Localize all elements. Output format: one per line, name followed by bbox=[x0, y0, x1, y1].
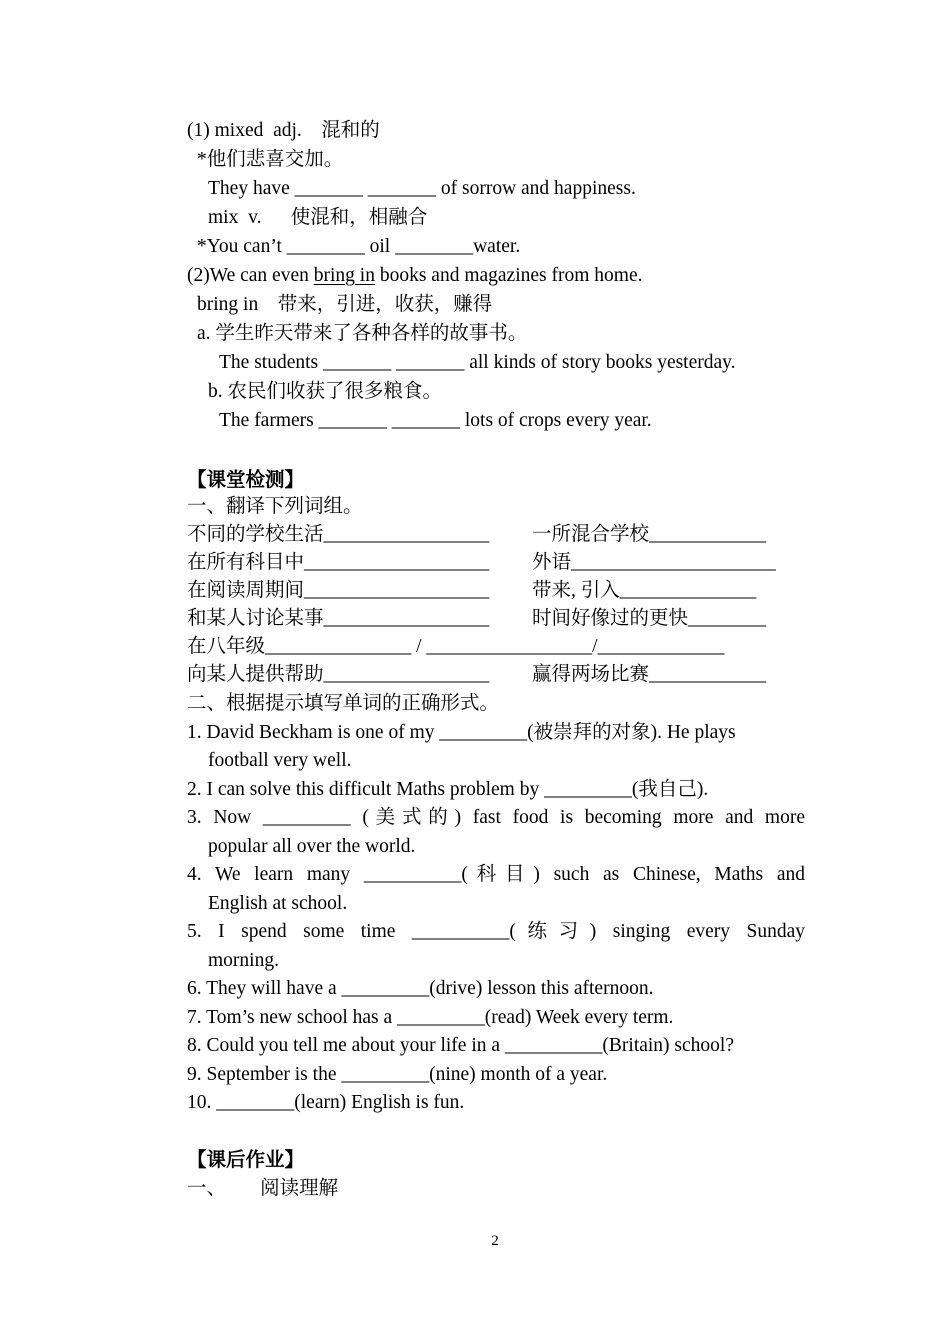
page-number: 2 bbox=[491, 1233, 499, 1249]
phrase-left-3: 在阅读周期间___________________ bbox=[187, 580, 490, 601]
vocab-line-mix: mix v. 使混和，相融合 bbox=[208, 207, 428, 228]
phrase-right-4: 时间好像过的更快________ bbox=[532, 608, 767, 629]
question-5: 5. I spend some time __________(练习) singing every Sunday bbox=[187, 921, 805, 942]
vocab-line-a-cn: a. 学生昨天带来了各种各样的故事书。 bbox=[197, 323, 528, 344]
phrase-left-6: 向某人提供帮助_________________ bbox=[187, 664, 490, 685]
phrase-right-1: 一所混合学校____________ bbox=[532, 524, 767, 545]
sentence-end: books and magazines from home. bbox=[374, 265, 643, 286]
vocab-line-bring-in-sentence bbox=[187, 263, 642, 289]
question-5-cont: morning. bbox=[208, 950, 279, 971]
vocab-line-example-en: They have _______ _______ of sorrow and happiness. bbox=[208, 178, 636, 199]
vocab-line-b-cn: b. 农民们收获了很多粮食。 bbox=[208, 381, 443, 402]
phrase-right-3: 带来, 引入______________ bbox=[532, 580, 757, 601]
question-3: 3. Now _________ (美式的) fast food is becoming more and more bbox=[187, 807, 805, 828]
vocab-line-a-en: The students _______ _______ all kinds of story books yesterday. bbox=[219, 352, 736, 373]
vocab-line-b-en: The farmers _______ _______ lots of crops every year. bbox=[219, 410, 652, 431]
question-10: 10. ________(learn) English is fun. bbox=[187, 1092, 465, 1113]
vocab-line-example-cn: *他们悲喜交加。 bbox=[197, 149, 344, 170]
phrase-right-2: 外语_____________________ bbox=[532, 552, 776, 573]
phrase-left-4: 和某人讨论某事_________________ bbox=[187, 608, 490, 629]
question-4: 4. We learn many __________(科目) such as Chinese, Maths and bbox=[187, 864, 805, 885]
section-heading-class-test: 【课堂检测】 bbox=[187, 470, 305, 491]
phrase-right-6: 赢得两场比赛____________ bbox=[532, 664, 767, 685]
question-7: 7. Tom’s new school has a _________(read) Week every term. bbox=[187, 1007, 674, 1028]
phrase-row-5: 在八年级_______________ / _________________/_____________ bbox=[187, 636, 725, 657]
vocab-line-bring-in: bring in 带来，引进，收获，赚得 bbox=[197, 294, 493, 315]
subsection-word-forms: 二、根据提示填写单词的正确形式。 bbox=[187, 693, 500, 714]
question-8: 8. Could you tell me about your life in a __________(Britain) school? bbox=[187, 1035, 734, 1056]
question-1-cont: football very well. bbox=[208, 750, 352, 771]
question-1: 1. David Beckham is one of my _________(被崇拜的对象). He plays bbox=[187, 722, 736, 743]
question-4-cont: English at school. bbox=[208, 893, 348, 914]
underlined-phrase: bring in bbox=[313, 265, 375, 286]
question-6: 6. They will have a _________(drive) lesson this afternoon. bbox=[187, 978, 654, 999]
vocab-line-mixed: (1) mixed adj. 混和的 bbox=[187, 120, 380, 141]
phrase-left-1: 不同的学校生活_________________ bbox=[187, 524, 490, 545]
question-2: 2. I can solve this difficult Maths problem by _________(我自己). bbox=[187, 779, 709, 800]
vocab-line-mix-example: *You can’t ________ oil ________water. bbox=[197, 236, 521, 257]
phrase-left-2: 在所有科目中___________________ bbox=[187, 552, 490, 573]
question-9: 9. September is the _________(nine) month of a year. bbox=[187, 1064, 608, 1085]
subsection-translate: 一、翻译下列词组。 bbox=[187, 496, 363, 517]
question-3-cont: popular all over the world. bbox=[208, 836, 416, 857]
subsection-reading: 一、 阅读理解 bbox=[187, 1178, 339, 1199]
sentence-start: (2)We can even bbox=[187, 265, 314, 286]
section-heading-homework: 【课后作业】 bbox=[187, 1150, 305, 1171]
